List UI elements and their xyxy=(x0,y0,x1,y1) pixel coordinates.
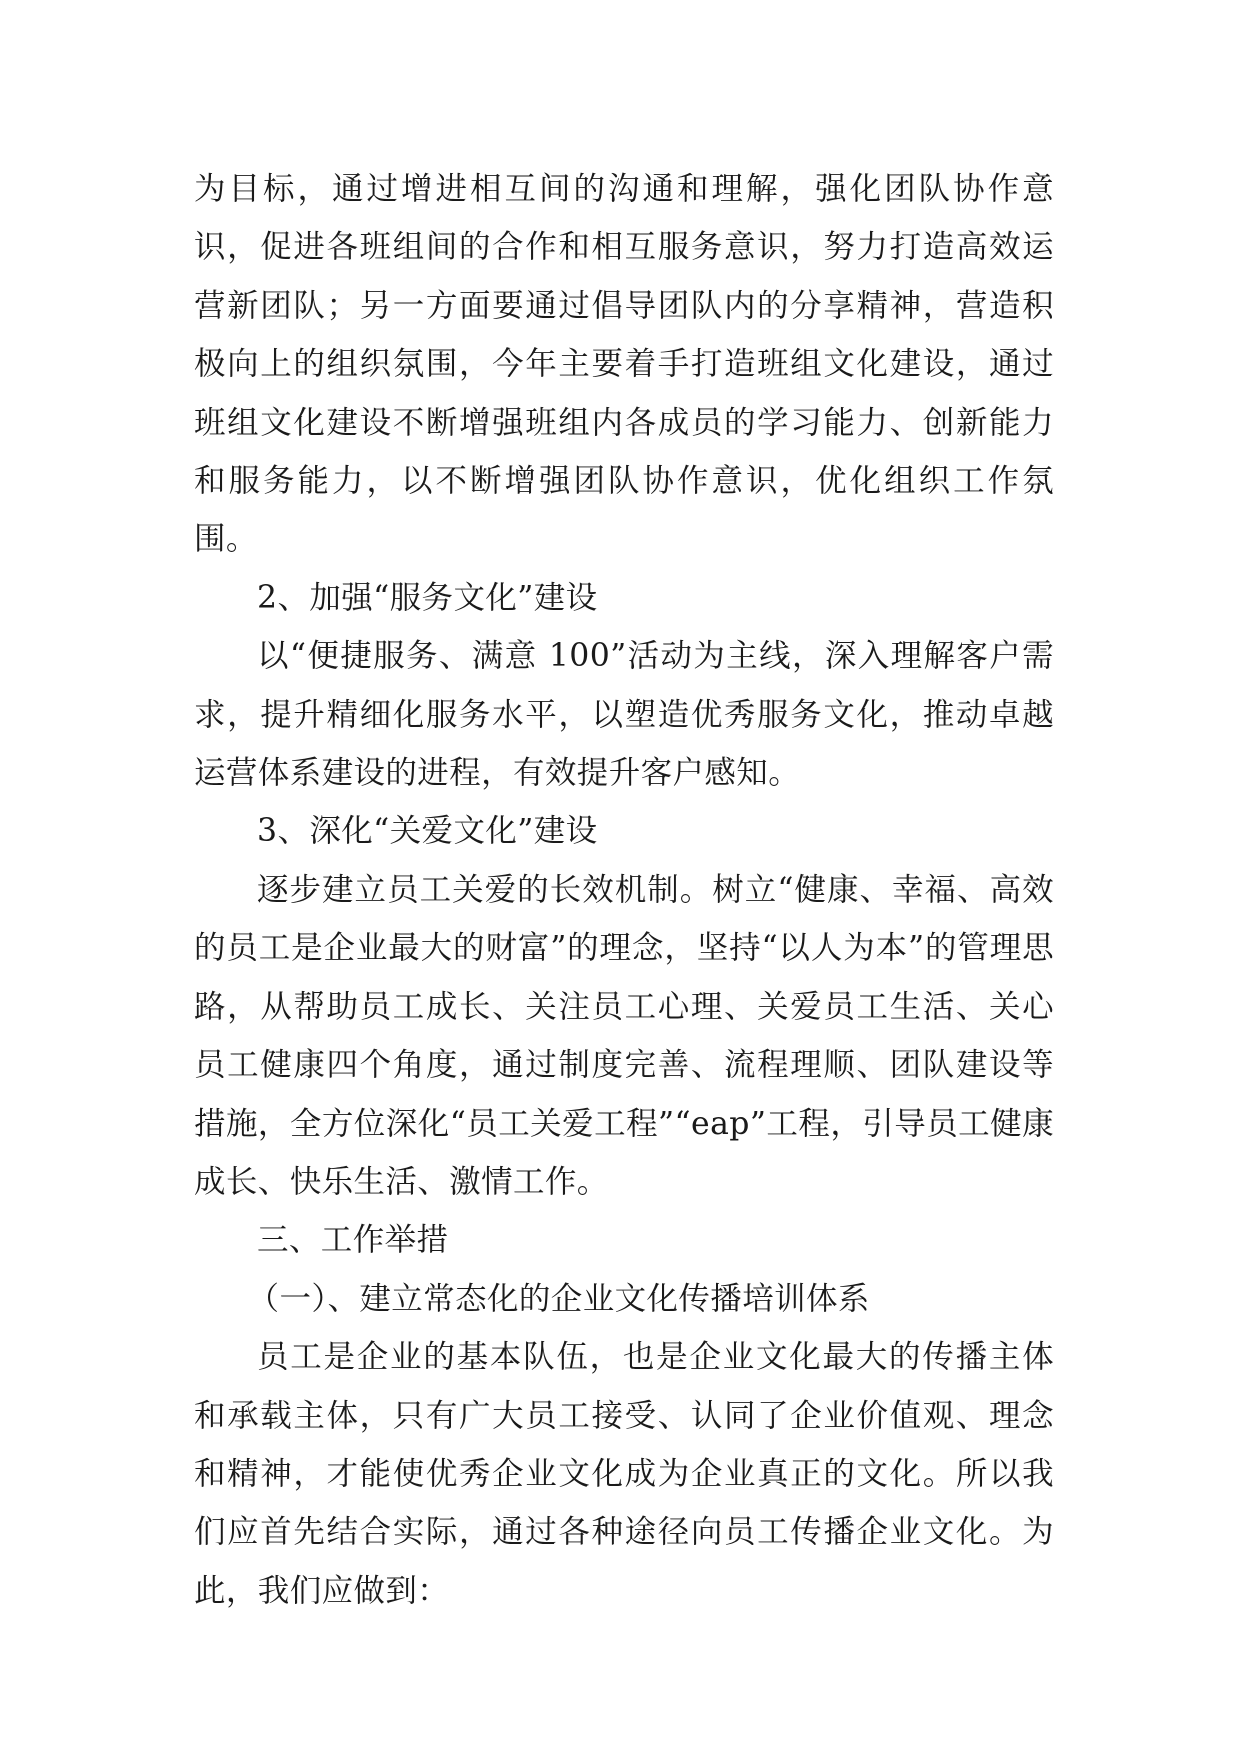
heading-care-culture: 3、深化“关爱文化”建设 xyxy=(257,813,598,850)
heading-training-system: （一）、建立常态化的企业文化传播培训体系 xyxy=(247,1280,870,1317)
paragraph-team-culture-continued: 为目标，通过增进相互间的沟通和理解，强化团队协作意识，促进各班组间的合作和相互服务意识，努力打造高效运营新团队；另一方面要通过倡导团队内的分享精神，营造积极向上的组织氛围，今年主要着手打造班组文化建设，通过班组文化建设不断增强班组内各成员的学习能力、创新能力和服务能力，以不断增强团队协作意识，优化组织工作氛围。 xyxy=(194,171,1054,558)
paragraph-training-system: 员工是企业的基本队伍，也是企业文化最大的传播主体和承载主体，只有广大员工接受、认同了企业价值观、理念和精神，才能使优秀企业文化成为企业真正的文化。所以我们应首先结合实际，通过各种途径向员工传播企业文化。为此，我们应做到： xyxy=(194,1339,1054,1609)
paragraph-service-culture: 以“便捷服务、满意 100”活动为主线，深入理解客户需求，提升精细化服务水平，以塑造优秀服务文化，推动卓越运营体系建设的进程，有效提升客户感知。 xyxy=(194,638,1054,792)
heading-work-measures: 三、工作举措 xyxy=(257,1222,449,1259)
paragraph-care-culture: 逐步建立员工关爱的长效机制。树立“健康、幸福、高效的员工是企业最大的财富”的理念，坚持“以人为本”的管理思路，从帮助员工成长、关注员工心理、关爱员工生活、关心员工健康四个角度，通过制度完善、流程理顺、团队建设等措施，全方位深化“员工关爱工程”“eap”工程，引导员工健康成长、快乐生活、激情工作。 xyxy=(194,871,1054,1200)
heading-service-culture: 2、加强“服务文化”建设 xyxy=(257,579,598,616)
document-body xyxy=(194,160,1054,1620)
